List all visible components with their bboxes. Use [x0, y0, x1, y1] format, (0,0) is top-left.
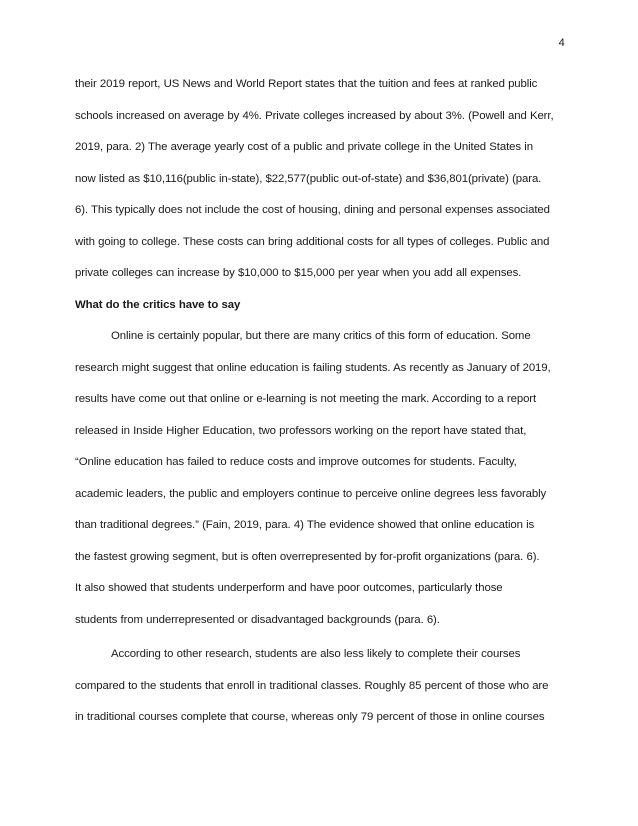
paragraph-line: than traditional degrees.” (Fain, 2019, para. 4) The evidence showed that online education is: [75, 519, 535, 531]
paragraph-line: their 2019 report, US News and World Report states that the tuition and fees at ranked public: [75, 78, 538, 90]
paragraph-line: “Online education has failed to reduce costs and improve outcomes for students. Faculty,: [75, 456, 517, 468]
paragraph-line: It also showed that students underperform and have poor outcomes, particularly those: [75, 582, 503, 594]
paragraph-line: According to other research, students are also less likely to complete their courses: [111, 648, 521, 660]
paragraph-line: results have come out that online or e-learning is not meeting the mark. According to a report: [75, 393, 537, 405]
paragraph-line: schools increased on average by 4%. Private colleges increased by about 3%. (Powell and Kerr,: [75, 109, 554, 122]
paragraph-line: students from underrepresented or disadvantaged backgrounds (para. 6).: [75, 613, 440, 626]
paragraph-line: the fastest growing segment, but is often overrepresented by for-profit organizations (para. 6).: [75, 550, 540, 563]
paragraph-line: Online is certainly popular, but there are many critics of this form of education. Some: [111, 330, 531, 342]
paragraph-line: 6). This typically does not include the cost of housing, dining and personal expenses associated: [75, 204, 550, 216]
document-body: [75, 69, 565, 734]
paragraph-line: now listed as $10,116(public in-state), $22,577(public out-of-state) and $36,801(private) (para.: [75, 172, 542, 185]
paragraph-line: academic leaders, the public and employers continue to perceive online degrees less favorably: [75, 487, 547, 500]
section-heading: What do the critics have to say: [75, 298, 241, 311]
paragraph-line: 2019, para. 2) The average yearly cost of a public and private college in the United States in: [75, 141, 533, 153]
paragraph-line: with going to college. These costs can bring additional costs for all types of colleges. Public and: [75, 235, 550, 248]
paragraph-completion: [75, 639, 565, 734]
paragraph-tuition: [75, 69, 565, 290]
paragraph-line: research might suggest that online education is failing students. As recently as January of 2019,: [75, 361, 551, 374]
paragraph-line: compared to the students that enroll in traditional classes. Roughly 85 percent of those who are: [75, 679, 549, 692]
paragraph-line: private colleges can increase by $10,000 to $15,000 per year when you add all expenses.: [75, 267, 522, 279]
page-number: 4: [558, 37, 565, 49]
paragraph-line: released in Inside Higher Education, two professors working on the report have stated that,: [75, 424, 527, 437]
paragraph-line: in traditional courses complete that course, whereas only 79 percent of those in online courses: [75, 711, 545, 723]
paragraph-critics: [75, 321, 565, 636]
